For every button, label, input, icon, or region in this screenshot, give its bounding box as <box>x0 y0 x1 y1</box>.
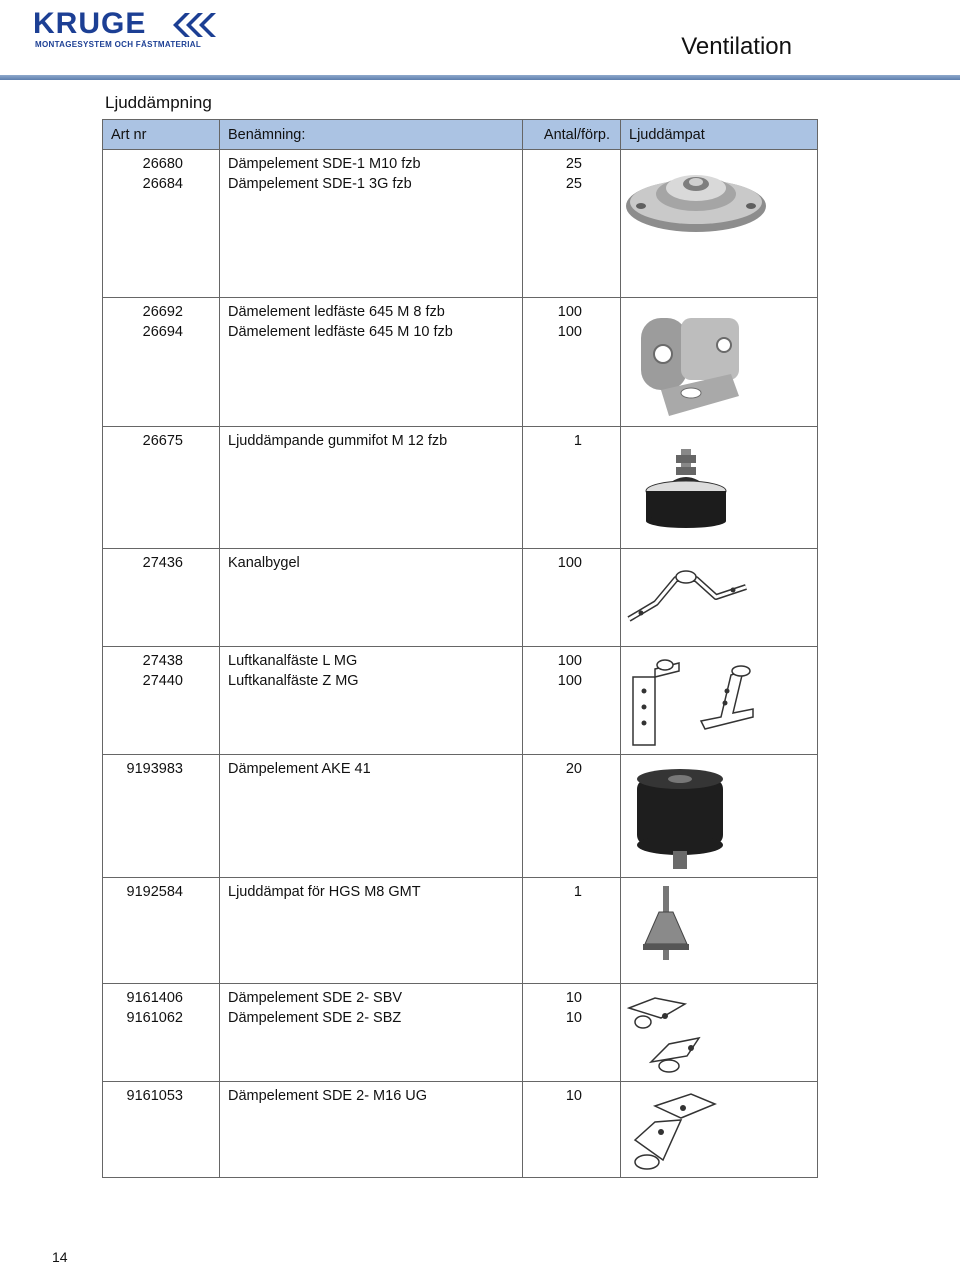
artnr: 27436 <box>142 555 183 571</box>
image-cell <box>621 150 818 298</box>
name-cell <box>220 150 523 298</box>
qty-cell <box>523 878 621 984</box>
name-cell <box>220 427 523 549</box>
artnr: 9193983 <box>126 761 183 777</box>
page-number: 14 <box>52 1249 68 1265</box>
name-cell <box>220 878 523 984</box>
artnr: 26694 <box>142 324 183 340</box>
artnr: 9192584 <box>126 884 183 900</box>
name-cell <box>220 298 523 427</box>
image-cell <box>621 878 818 984</box>
name-cell <box>220 549 523 647</box>
product-table <box>102 119 818 1178</box>
product-name: Dämpelement SDE 2- M16 UG <box>228 1088 428 1104</box>
chevrons-icon <box>171 12 217 38</box>
product-name: Dämpelement SDE-1 3G fzb <box>228 176 412 192</box>
quantity: 10 <box>565 1088 582 1104</box>
table-row <box>103 427 818 549</box>
logo-subtitle: MONTAGESYSTEM OCH FÄSTMATERIAL <box>35 40 202 49</box>
page-heading: Ljuddämpning <box>105 93 212 112</box>
table-row <box>103 878 818 984</box>
artnr: 9161062 <box>126 1010 183 1026</box>
qty-cell <box>523 755 621 878</box>
header-antal: Antal/förp. <box>523 120 621 150</box>
artnr-cell <box>103 549 220 647</box>
product-name: Dämpelement SDE 2- SBV <box>228 990 403 1006</box>
artnr-cell <box>103 1082 220 1178</box>
qty-cell <box>523 1082 621 1178</box>
product-name: Luftkanalfäste Z MG <box>228 673 359 689</box>
hinged-mount-bracket-image <box>621 298 817 425</box>
quantity: 100 <box>557 304 582 320</box>
artnr-cell <box>103 647 220 755</box>
product-name: Dämpelement SDE 2- SBZ <box>228 1010 402 1026</box>
product-name: Kanalbygel <box>228 555 300 571</box>
image-cell <box>621 755 818 878</box>
sde2-dampers-image <box>621 984 817 1080</box>
qty-cell <box>523 647 621 755</box>
rubber-foot-image <box>621 427 817 547</box>
table-row <box>103 150 818 298</box>
table-row <box>103 755 818 878</box>
qty-cell <box>523 150 621 298</box>
artnr-cell <box>103 878 220 984</box>
artnr-cell <box>103 427 220 549</box>
quantity: 10 <box>565 990 582 1006</box>
kruge-logo <box>33 8 223 52</box>
artnr: 27440 <box>142 673 183 689</box>
table-row <box>103 549 818 647</box>
product-name: Dämpelement AKE 41 <box>228 761 371 777</box>
header-benamning: Benämning: <box>220 120 523 150</box>
artnr: 26675 <box>142 433 183 449</box>
name-cell <box>220 647 523 755</box>
name-cell <box>220 1082 523 1178</box>
product-name: Ljuddämpande gummifot M 12 fzb <box>228 433 448 449</box>
image-cell <box>621 427 818 549</box>
artnr: 9161406 <box>126 990 183 1006</box>
quantity: 25 <box>565 176 582 192</box>
duct-hanger-image <box>621 549 817 645</box>
header-image: Ljuddämpat <box>621 120 818 150</box>
image-cell <box>621 647 818 755</box>
artnr: 27438 <box>142 653 183 669</box>
table-row <box>103 1082 818 1178</box>
artnr: 26684 <box>142 176 183 192</box>
header-artnr: Art nr <box>103 120 220 150</box>
product-name: Ljuddämpat för HGS M8 GMT <box>228 884 421 900</box>
product-name: Dämelement ledfäste 645 M 10 fzb <box>228 324 453 340</box>
vibration-mount-disc-image <box>621 150 817 296</box>
image-cell <box>621 549 818 647</box>
artnr: 26680 <box>142 156 183 172</box>
table-row <box>103 298 818 427</box>
header-divider <box>0 75 960 80</box>
quantity: 100 <box>557 555 582 571</box>
qty-cell <box>523 298 621 427</box>
product-name: Dämelement ledfäste 645 M 8 fzb <box>228 304 445 320</box>
quantity: 1 <box>573 433 582 449</box>
quantity: 100 <box>557 673 582 689</box>
artnr: 9161053 <box>126 1088 183 1104</box>
quantity: 100 <box>557 653 582 669</box>
name-cell <box>220 984 523 1082</box>
quantity: 25 <box>565 156 582 172</box>
quantity: 100 <box>557 324 582 340</box>
image-cell <box>621 984 818 1082</box>
product-name: Dämpelement SDE-1 M10 fzb <box>228 156 421 172</box>
qty-cell <box>523 984 621 1082</box>
black-rubber-damper-image <box>621 755 817 876</box>
name-cell <box>220 755 523 878</box>
quantity: 1 <box>573 884 582 900</box>
product-name: Luftkanalfäste L MG <box>228 653 358 669</box>
sde2-m16-damper-image <box>621 1082 817 1176</box>
image-cell <box>621 1082 818 1178</box>
duct-brackets-l-z-image <box>621 647 817 753</box>
artnr-cell <box>103 755 220 878</box>
section-title: Ventilation <box>681 33 792 60</box>
qty-cell <box>523 427 621 549</box>
qty-cell <box>523 549 621 647</box>
table-header-row <box>103 120 818 150</box>
artnr-cell <box>103 984 220 1082</box>
artnr-cell <box>103 150 220 298</box>
quantity: 20 <box>565 761 582 777</box>
table-row <box>103 984 818 1082</box>
conical-damper-image <box>621 878 817 982</box>
quantity: 10 <box>565 1010 582 1026</box>
image-cell <box>621 298 818 427</box>
artnr-cell <box>103 298 220 427</box>
logo-text: KRUGE <box>33 7 147 40</box>
table-row <box>103 647 818 755</box>
artnr: 26692 <box>142 304 183 320</box>
